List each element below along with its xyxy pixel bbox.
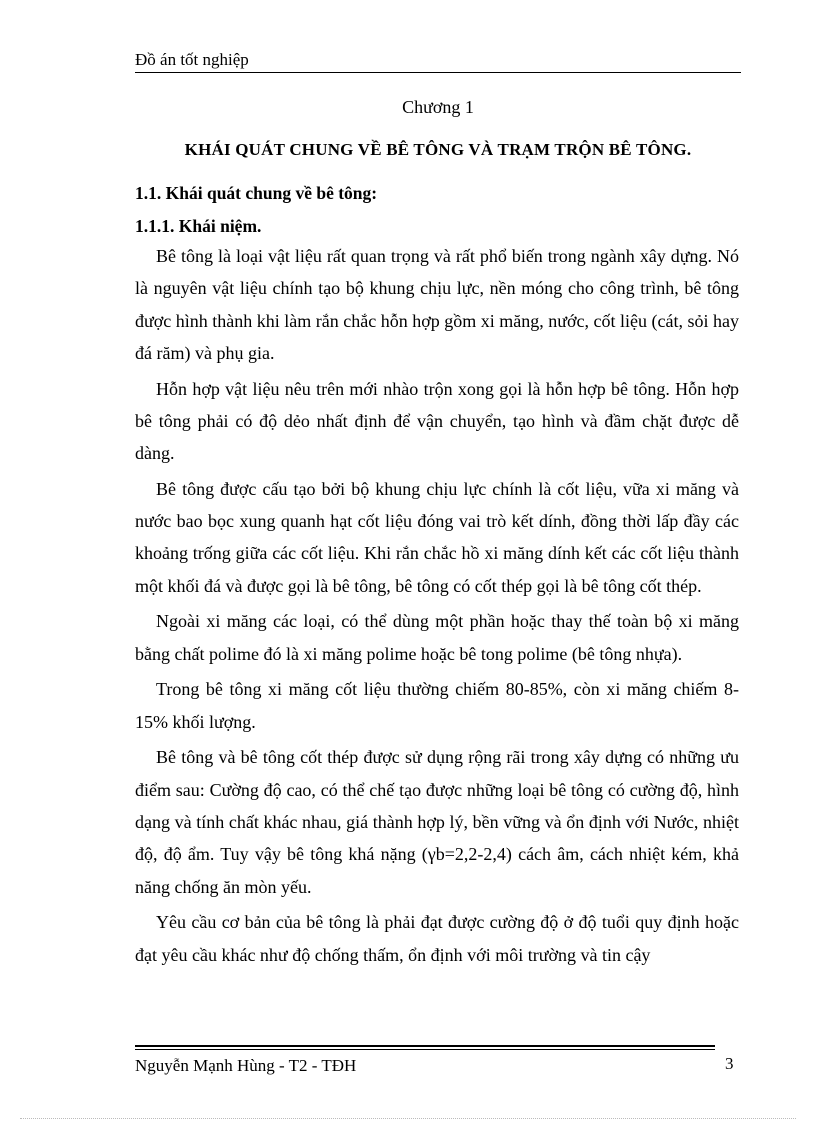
paragraph: Bê tông là loại vật liệu rất quan trọng và rất phổ biến trong ngành xây dựng. Nó là nguyên vật liệu chính tạo bộ khung chịu lực, nền móng cho công trình, bê tông được hình thành khi làm rắn chắc hỗn hợp gồm xi măng, nước, cốt liệu (cát, sỏi hay đá răm) và phụ gia. bbox=[135, 246, 739, 363]
chapter-title: KHÁI QUÁT CHUNG VỀ BÊ TÔNG VÀ TRẠM TRỘN BÊ TÔNG. bbox=[184, 140, 692, 159]
paragraph: Bê tông được cấu tạo bởi bộ khung chịu lực chính là cốt liệu, vữa xi măng và nước bao bọc xung quanh hạt cốt liệu đóng vai trò kết dính, đồng thời lấp đầy các khoảng trống giữa các cốt liệu. Khi rắn chắc hồ xi măng dính kết các cốt liệu thành một khối đá và được gọi là bê tông, bê tông có cốt thép gọi là bê tông cốt thép. bbox=[135, 478, 739, 596]
footer-author: Nguyễn Mạnh Hùng - T2 - TĐH bbox=[135, 1056, 357, 1075]
paragraph: Trong bê tông xi măng cốt liệu thường chiếm 80-85%, còn xi măng chiếm 8-15% khối lượng. bbox=[135, 679, 739, 732]
chapter-number: Chương 1 bbox=[402, 97, 474, 117]
subsection-heading: 1.1.1. Khái niệm. bbox=[135, 216, 262, 236]
section-heading: 1.1. Khái quát chung về bê tông: bbox=[135, 183, 378, 203]
paragraph: Bê tông và bê tông cốt thép được sử dụng rộng rãi trong xây dựng có những ưu điểm sau: Cường độ cao, có thể chế tạo được những loại bê tông có cường độ, hình dạng và tính chất khác nhau, giá thành hợp lý, bền vững và ổn định với Nước, nhiệt độ, độ ẩm. Tuy vậy bê tông khá nặng (γb=2,2-2,4) cách âm, cách nhiệt kém, khả năng chống ăn mòn yếu. bbox=[135, 747, 739, 897]
page-header bbox=[135, 50, 741, 73]
paragraph: Ngoài xi măng các loại, có thể dùng một phần hoặc thay thế toàn bộ xi măng bằng chất polime đó là xi măng polime hoặc bê tong polime (bê tông nhựa). bbox=[135, 611, 739, 664]
header-title: Đồ án tốt nghiệp bbox=[135, 50, 249, 69]
page-number: 3 bbox=[725, 1054, 734, 1073]
body-text bbox=[135, 240, 739, 974]
footer-rule-thin bbox=[135, 1049, 715, 1050]
page-edge-divider bbox=[20, 1118, 796, 1119]
paragraph: Hỗn hợp vật liệu nêu trên mới nhào trộn xong gọi là hỗn hợp bê tông. Hỗn hợp bê tông phải có độ dẻo nhất định để vận chuyển, tạo hình và đầm chặt được dễ dàng. bbox=[135, 378, 739, 464]
paragraph: Yêu cầu cơ bản của bê tông là phải đạt được cường độ ở độ tuổi quy định hoặc đạt yêu cầu khác như độ chống thấm, ổn định với môi trường và tin cậy bbox=[135, 912, 739, 965]
footer-rule bbox=[135, 1045, 715, 1047]
